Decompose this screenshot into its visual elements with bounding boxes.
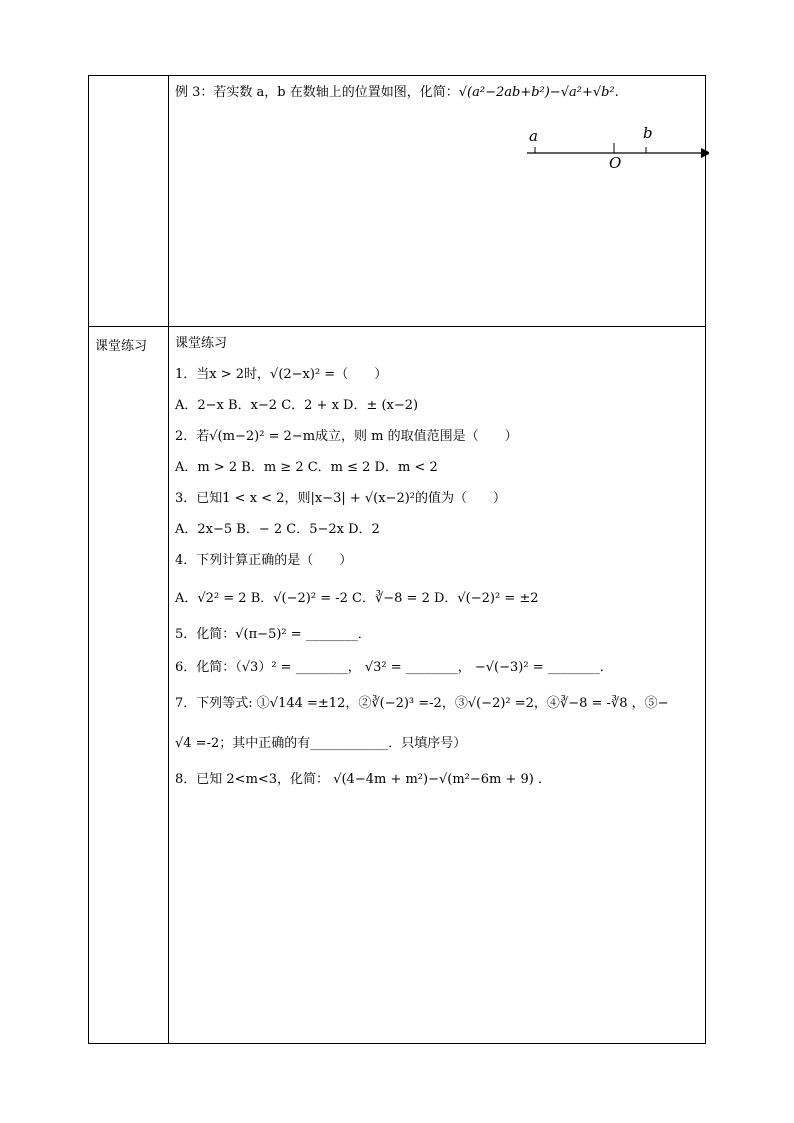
question-6: 6．化简：（√3）² = ________， √3² = ________， −√(−3)² = ________． xyxy=(175,660,613,675)
lesson-table xyxy=(88,75,706,1044)
question-3-options: A．2x−5 B．− 2 C．5−2x D．2 xyxy=(175,522,380,537)
row-divider xyxy=(89,326,705,327)
number-line-arrow-icon xyxy=(701,148,709,158)
question-7-line-2: √4 =-2；其中正确的有____________．只填序号） xyxy=(175,736,467,751)
question-2: 2．若√(m−2)² = 2−m成立，则 m 的取值范围是（ ） xyxy=(175,429,518,444)
question-1-options: A．2−x B．x−2 C．2 + x D．± (x−2) xyxy=(175,398,419,413)
label-o: O xyxy=(609,154,622,170)
question-5: 5．化简：√(π−5)² = ________． xyxy=(175,627,371,642)
example-text: 例 3：若实数 a，b 在数轴上的位置如图，化简： xyxy=(175,85,459,100)
label-a: a xyxy=(529,127,538,145)
label-b: b xyxy=(643,124,653,142)
question-4-options: A．√2² = 2 B．√(−2)² = -2 C．∛−8 = 2 D．√(−2)² = ±2 xyxy=(175,591,539,606)
question-7-line-1: 7．下列等式: ①√144 =±12，②∛(−2)³ =-2，③√(−2)² =2，④∛−8 = -∛8 ，⑤− xyxy=(175,696,669,711)
question-4: 4．下列计算正确的是（ ） xyxy=(175,553,353,568)
section-label: 课堂练习 xyxy=(95,339,148,354)
question-2-options: A．m > 2 B．m ≥ 2 C．m ≤ 2 D．m < 2 xyxy=(175,460,438,475)
practice-heading: 课堂练习 xyxy=(175,336,228,351)
number-line xyxy=(519,110,709,170)
example-expr: √(a²−2ab+b²)−√a²+√b². xyxy=(458,85,619,100)
question-8: 8．已知 2<m<3，化简： √(4−4m + m²)−√(m²−6m + 9) ． xyxy=(175,772,551,787)
example-text-line xyxy=(175,84,619,102)
question-1: 1．当x > 2时，√(2−x)² =（ ） xyxy=(175,367,388,382)
column-divider xyxy=(168,76,169,1043)
question-3: 3．已知1 < x < 2，则|x−3| + √(x−2)²的值为（ ） xyxy=(175,491,507,506)
